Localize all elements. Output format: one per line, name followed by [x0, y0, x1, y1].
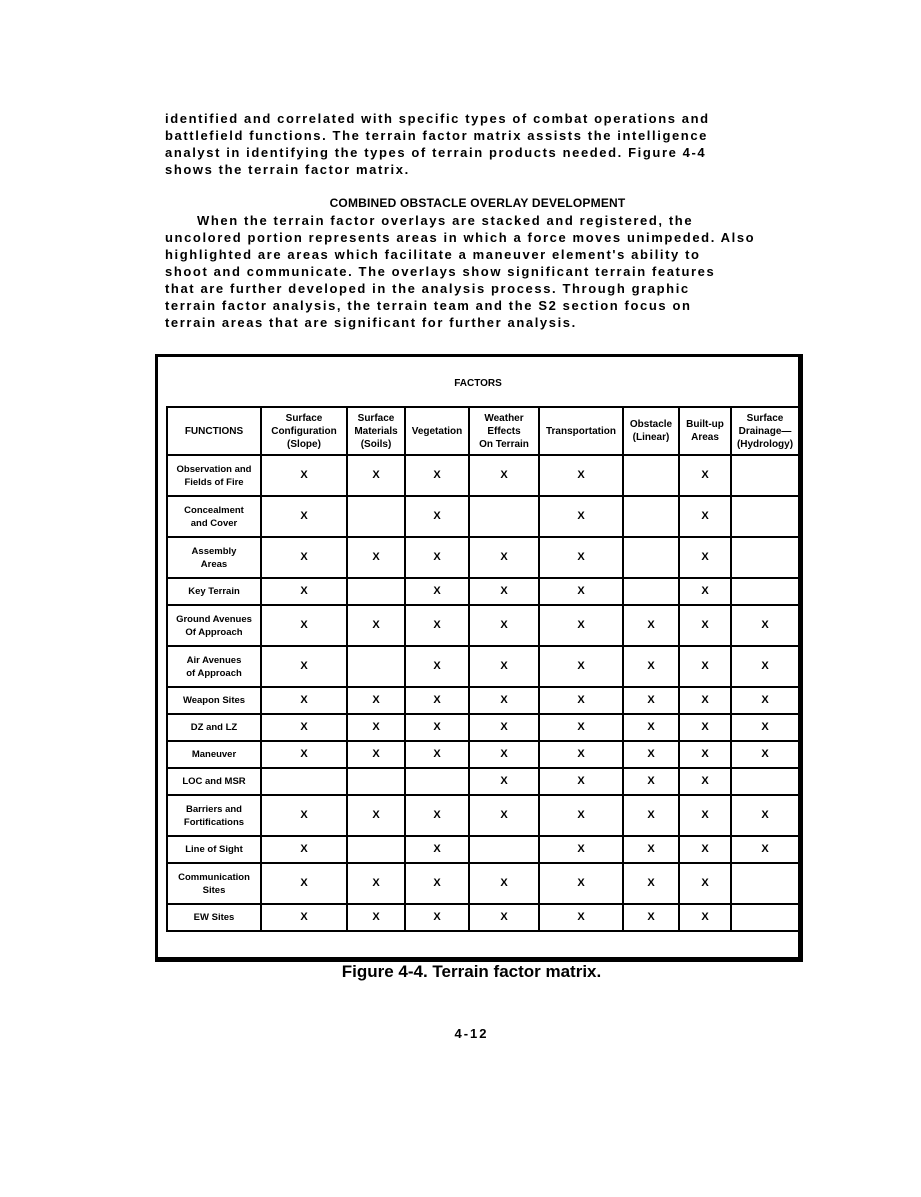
- function-label-line: Communication: [178, 871, 250, 883]
- factor-mark-cell: [731, 863, 799, 904]
- functions-header: FUNCTIONS: [167, 407, 261, 455]
- factor-mark-cell: X: [405, 904, 469, 931]
- factor-mark-cell: X: [539, 714, 623, 741]
- factor-mark-cell: X: [679, 741, 731, 768]
- factor-mark-cell: [623, 496, 679, 537]
- factor-header-line: Surface: [357, 412, 395, 424]
- matrix-row: [167, 687, 799, 714]
- factor-header-line: Configuration: [271, 425, 337, 437]
- factor-mark-cell: X: [261, 741, 347, 768]
- factor-mark-cell: X: [623, 714, 679, 741]
- factor-mark-cell: X: [731, 795, 799, 836]
- factor-mark-cell: X: [539, 496, 623, 537]
- body-line: that are further developed in the analysis process. Through graphic: [165, 281, 690, 296]
- factor-mark-cell: X: [731, 741, 799, 768]
- factor-mark-cell: [731, 496, 799, 537]
- factor-header-line: Transportation: [545, 425, 616, 437]
- function-label-line: Line of Sight: [185, 844, 243, 855]
- factor-mark-cell: X: [731, 687, 799, 714]
- factor-mark-cell: X: [539, 605, 623, 646]
- factor-mark-cell: X: [405, 836, 469, 863]
- factor-mark-cell: X: [539, 455, 623, 496]
- factor-mark-cell: X: [347, 537, 405, 578]
- factor-mark-cell: [469, 836, 539, 863]
- factor-mark-cell: X: [469, 741, 539, 768]
- factor-mark-cell: X: [405, 605, 469, 646]
- factor-mark-cell: [347, 578, 405, 605]
- factor-header-line: Drainage—: [738, 425, 792, 437]
- factor-mark-cell: X: [469, 904, 539, 931]
- function-cell: [167, 578, 261, 605]
- factor-mark-cell: [623, 537, 679, 578]
- factor-mark-cell: [261, 768, 347, 795]
- factor-mark-cell: X: [405, 455, 469, 496]
- factor-mark-cell: [731, 455, 799, 496]
- function-cell: [167, 714, 261, 741]
- factor-mark-cell: X: [347, 714, 405, 741]
- factor-mark-cell: X: [469, 687, 539, 714]
- factor-mark-cell: X: [539, 578, 623, 605]
- factor-mark-cell: [405, 768, 469, 795]
- factor-mark-cell: X: [261, 836, 347, 863]
- factor-mark-cell: X: [679, 714, 731, 741]
- factor-column-header: [679, 407, 731, 455]
- factor-header-line: Areas: [691, 432, 719, 443]
- factor-mark-cell: [347, 768, 405, 795]
- factor-mark-cell: [731, 578, 799, 605]
- intro-line: analyst in identifying the types of terrain products needed. Figure 4-4: [165, 145, 707, 160]
- factor-header-line: On Terrain: [479, 438, 529, 450]
- factor-mark-cell: X: [469, 863, 539, 904]
- factor-mark-cell: X: [679, 578, 731, 605]
- factor-mark-cell: X: [261, 714, 347, 741]
- factor-header-line: Vegetation: [411, 425, 463, 437]
- factor-header-line: (Slope): [287, 438, 321, 450]
- factor-mark-cell: X: [679, 863, 731, 904]
- factor-mark-cell: X: [469, 714, 539, 741]
- factor-mark-cell: X: [539, 863, 623, 904]
- function-label-line: Of Approach: [185, 626, 243, 638]
- body-line: uncolored portion represents areas in which a force moves unimpeded. Also: [165, 230, 756, 245]
- factor-mark-cell: X: [261, 687, 347, 714]
- matrix-row: [167, 646, 799, 687]
- function-label-line: EW Sites: [193, 912, 235, 923]
- intro-paragraph: [165, 110, 790, 178]
- factor-header-line: Surface: [746, 412, 784, 424]
- factor-mark-cell: X: [405, 578, 469, 605]
- function-label-line: Fortifications: [183, 816, 245, 828]
- factor-mark-cell: X: [469, 455, 539, 496]
- factor-header-line: Surface: [285, 412, 323, 424]
- factor-header-line: Materials: [354, 425, 398, 437]
- function-label-line: LOC and MSR: [182, 776, 246, 787]
- function-label-line: Concealment: [184, 504, 244, 516]
- body-paragraph: [165, 212, 790, 331]
- factor-mark-cell: [347, 646, 405, 687]
- factor-column-header: [623, 407, 679, 455]
- factor-mark-cell: [469, 496, 539, 537]
- matrix-row: [167, 605, 799, 646]
- factor-mark-cell: [731, 768, 799, 795]
- factor-mark-cell: X: [539, 836, 623, 863]
- function-cell: [167, 646, 261, 687]
- function-label-line: of Approach: [186, 667, 242, 679]
- function-label-line: Barriers and: [186, 803, 242, 815]
- function-label-line: Assembly: [191, 545, 237, 557]
- matrix-row: [167, 741, 799, 768]
- section-heading: COMBINED OBSTACLE OVERLAY DEVELOPMENT: [329, 196, 626, 210]
- function-cell: [167, 496, 261, 537]
- factor-mark-cell: X: [261, 904, 347, 931]
- factor-mark-cell: X: [539, 687, 623, 714]
- matrix-header-row: [167, 407, 799, 455]
- factor-mark-cell: X: [469, 646, 539, 687]
- factor-mark-cell: X: [469, 768, 539, 795]
- factor-header-line: (Linear): [632, 432, 670, 443]
- factor-mark-cell: [347, 496, 405, 537]
- function-cell: [167, 836, 261, 863]
- matrix-row: [167, 836, 799, 863]
- factor-mark-cell: X: [539, 768, 623, 795]
- matrix-row: [167, 795, 799, 836]
- factor-mark-cell: X: [405, 537, 469, 578]
- factor-mark-cell: X: [623, 795, 679, 836]
- factor-mark-cell: X: [539, 741, 623, 768]
- factor-mark-cell: X: [731, 836, 799, 863]
- factor-mark-cell: X: [347, 795, 405, 836]
- factor-mark-cell: X: [347, 687, 405, 714]
- factor-mark-cell: X: [679, 768, 731, 795]
- factor-header-line: Effects: [487, 425, 521, 437]
- factor-mark-cell: X: [539, 904, 623, 931]
- factor-mark-cell: X: [623, 768, 679, 795]
- function-cell: [167, 768, 261, 795]
- factor-mark-cell: X: [679, 605, 731, 646]
- factor-mark-cell: [731, 904, 799, 931]
- factor-mark-cell: X: [405, 496, 469, 537]
- factor-mark-cell: X: [539, 795, 623, 836]
- factor-mark-cell: X: [679, 537, 731, 578]
- factor-column-header: [347, 407, 405, 455]
- function-label-line: Maneuver: [191, 749, 237, 760]
- factor-mark-cell: X: [623, 687, 679, 714]
- factor-mark-cell: X: [679, 687, 731, 714]
- factor-mark-cell: X: [261, 646, 347, 687]
- factor-mark-cell: [731, 537, 799, 578]
- matrix-body: [167, 455, 799, 931]
- factor-mark-cell: X: [405, 795, 469, 836]
- factor-header-line: (Soils): [360, 438, 392, 450]
- body-line: terrain factor analysis, the terrain team and the S2 section focus on: [165, 298, 692, 313]
- factor-mark-cell: X: [261, 578, 347, 605]
- factor-mark-cell: X: [731, 605, 799, 646]
- factor-column-header: [261, 407, 347, 455]
- function-label-line: Fields of Fire: [184, 476, 244, 488]
- matrix-row: [167, 537, 799, 578]
- body-line: terrain areas that are significant for further analysis.: [165, 315, 577, 330]
- function-label-line: Ground Avenues: [176, 613, 252, 625]
- factor-mark-cell: X: [623, 741, 679, 768]
- figure-caption: Figure 4-4. Terrain factor matrix.: [341, 962, 602, 981]
- terrain-factor-matrix: [166, 406, 800, 932]
- factor-mark-cell: X: [469, 537, 539, 578]
- factor-mark-cell: X: [679, 904, 731, 931]
- factor-mark-cell: X: [623, 605, 679, 646]
- factors-label: FACTORS: [454, 378, 502, 389]
- factor-mark-cell: X: [261, 537, 347, 578]
- factor-mark-cell: X: [261, 795, 347, 836]
- factor-header-line: Obstacle: [629, 419, 673, 430]
- matrix-row: [167, 768, 799, 795]
- function-cell: [167, 795, 261, 836]
- factor-mark-cell: X: [469, 795, 539, 836]
- function-label-line: and Cover: [190, 517, 238, 529]
- matrix-row: [167, 496, 799, 537]
- page-number: 4-12: [454, 1026, 489, 1041]
- factor-column-header: [405, 407, 469, 455]
- factor-column-header: [731, 407, 799, 455]
- factor-mark-cell: [623, 578, 679, 605]
- figure-frame: [155, 354, 803, 962]
- function-cell: [167, 741, 261, 768]
- factor-mark-cell: X: [539, 537, 623, 578]
- factor-mark-cell: X: [623, 646, 679, 687]
- function-label-line: Weapon Sites: [182, 695, 246, 706]
- factor-mark-cell: X: [731, 646, 799, 687]
- factor-mark-cell: X: [623, 863, 679, 904]
- factor-mark-cell: X: [469, 578, 539, 605]
- factor-mark-cell: X: [261, 863, 347, 904]
- body-line: When the terrain factor overlays are stacked and registered, the: [197, 213, 694, 228]
- function-label-line: Key Terrain: [188, 586, 240, 597]
- intro-line: battlefield functions. The terrain factor matrix assists the intelligence: [165, 128, 709, 143]
- factor-mark-cell: X: [261, 496, 347, 537]
- factor-mark-cell: X: [731, 714, 799, 741]
- factor-column-header: [539, 407, 623, 455]
- factor-mark-cell: X: [347, 863, 405, 904]
- factor-mark-cell: X: [405, 714, 469, 741]
- factor-mark-cell: X: [347, 741, 405, 768]
- function-cell: [167, 904, 261, 931]
- factor-mark-cell: X: [679, 455, 731, 496]
- factor-header-line: (Hydrology): [736, 438, 794, 450]
- matrix-row: [167, 578, 799, 605]
- body-line: highlighted are areas which facilitate a maneuver element's ability to: [165, 247, 701, 262]
- factor-mark-cell: X: [679, 836, 731, 863]
- body-line: shoot and communicate. The overlays show significant terrain features: [165, 264, 716, 279]
- factor-mark-cell: X: [469, 605, 539, 646]
- factor-header-line: Built-up: [686, 419, 724, 430]
- matrix-row: [167, 714, 799, 741]
- factor-mark-cell: [623, 455, 679, 496]
- function-cell: [167, 605, 261, 646]
- function-label-line: Observation and: [176, 463, 252, 475]
- intro-line: identified and correlated with specific types of combat operations and: [165, 111, 710, 126]
- factor-mark-cell: X: [261, 455, 347, 496]
- function-label-line: DZ and LZ: [190, 722, 238, 733]
- matrix-row: [167, 863, 799, 904]
- factor-mark-cell: X: [347, 904, 405, 931]
- factor-mark-cell: X: [679, 646, 731, 687]
- matrix-row: [167, 904, 799, 931]
- matrix-row: [167, 455, 799, 496]
- factor-mark-cell: X: [679, 795, 731, 836]
- function-cell: [167, 687, 261, 714]
- factor-mark-cell: X: [347, 455, 405, 496]
- function-label-line: Areas: [200, 558, 228, 570]
- function-cell: [167, 455, 261, 496]
- factor-mark-cell: X: [405, 646, 469, 687]
- function-label-line: Sites: [202, 884, 226, 896]
- factor-mark-cell: X: [261, 605, 347, 646]
- intro-line: shows the terrain factor matrix.: [165, 162, 410, 177]
- factor-mark-cell: [347, 836, 405, 863]
- factor-column-header: [469, 407, 539, 455]
- factor-mark-cell: X: [347, 605, 405, 646]
- factor-mark-cell: X: [405, 863, 469, 904]
- factor-mark-cell: X: [405, 687, 469, 714]
- factor-mark-cell: X: [405, 741, 469, 768]
- factor-mark-cell: X: [679, 496, 731, 537]
- function-cell: [167, 863, 261, 904]
- factor-mark-cell: X: [623, 836, 679, 863]
- factor-mark-cell: X: [623, 904, 679, 931]
- function-cell: [167, 537, 261, 578]
- factor-header-line: Weather: [484, 412, 524, 424]
- factor-mark-cell: X: [539, 646, 623, 687]
- function-label-line: Air Avenues: [186, 654, 242, 666]
